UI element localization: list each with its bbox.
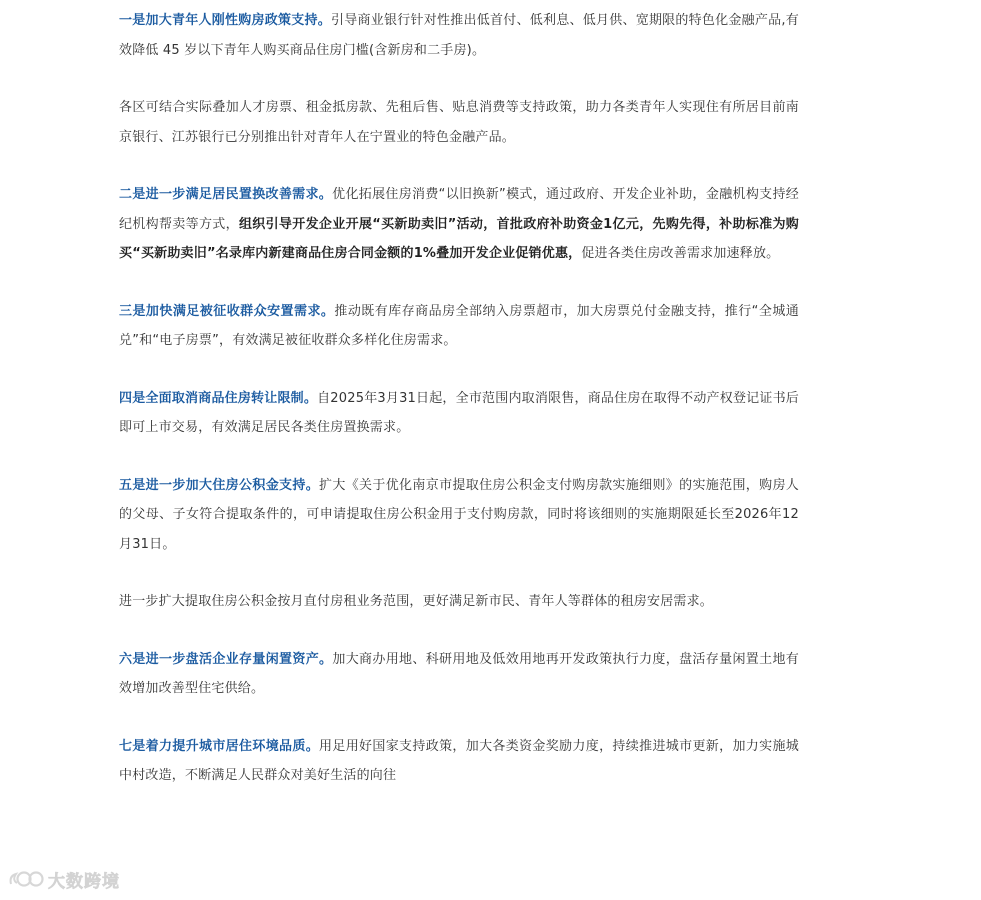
- paragraph-4: [119, 297, 799, 356]
- watermark-text: 大数跨境: [48, 871, 120, 892]
- paragraph-3: [119, 180, 799, 269]
- paragraph-lead: 四是全面取消商品住房转让限制。: [119, 390, 318, 406]
- paragraph-text: 自2025年3月31日起，全市范围内取消限售，商品住房在取得不动产权登记证书后即可上市交易，有效满足居民各类住房置换需求。: [119, 390, 799, 435]
- paragraph-text: 推动既有库存商品房全部纳入房票超市，加大房票兑付金融支持，推行“全城通兑”和“电子房票”，有效满足被征收群众多样化住房需求。: [119, 303, 799, 348]
- paragraph-7: [119, 587, 799, 617]
- article-body: [119, 6, 799, 819]
- paragraph-1: [119, 6, 799, 65]
- paragraph-8: [119, 645, 799, 704]
- paragraph-text: 扩大《关于优化南京市提取住房公积金支付购房款实施细则》的实施范围，购房人的父母、子女符合提取条件的，可申请提取住房公积金用于支付购房款，同时将该细则的实施期限延长至2026年12月31日。: [119, 477, 799, 552]
- paragraph-lead: 六是进一步盘活企业存量闲置资产。: [119, 651, 333, 667]
- paragraph-5: [119, 384, 799, 443]
- paragraph-text: 加大商办用地、科研用地及低效用地再开发政策执行力度，盘活存量闲置土地有效增加改善型住宅供给。: [119, 651, 799, 696]
- paragraph-9: [119, 732, 799, 791]
- paragraph-text: 优化拓展住房消费“以旧换新”模式，通过政府、开发企业补助，金融机构支持经纪机构帮卖等方式，: [119, 187, 799, 232]
- paragraph-text: 进一步扩大提取住房公积金按月直付房租业务范围，更好满足新市民、青年人等群体的租房安居需求。: [119, 594, 714, 609]
- paragraph-lead: 七是着力提升城市居住环境品质。: [119, 738, 320, 754]
- paragraph-2: [119, 93, 799, 152]
- paragraph-lead: 三是加快满足被征收群众安置需求。: [119, 303, 335, 319]
- paragraph-lead: 五是进一步加大住房公积金支持。: [119, 477, 320, 493]
- paragraph-text: 引导商业银行针对性推出低首付、低利息、低月供、宽期限的特色化金融产品,有效降低 45 岁以下青年人购买商品住房门槛(含新房和二手房)。: [119, 13, 800, 58]
- paragraph-text: 各区可结合实际叠加人才房票、租金抵房款、先租后售、贴息消费等支持政策，助力各类青年人实现住有所居目前南京银行、江苏银行已分别推出针对青年人在宁置业的特色金融产品。: [119, 100, 799, 145]
- watermark: [8, 866, 120, 892]
- logo-icon: [8, 868, 44, 890]
- paragraph-lead: 一是加大青年人刚性购房政策支持。: [119, 13, 331, 28]
- paragraph-lead: 二是进一步满足居民置换改善需求。: [119, 187, 333, 202]
- paragraph-emphasis: 组织引导开发企业开展“买新助卖旧”活动，首批政府补助资金1亿元，先购先得，补助标准为购买“买新助卖旧”名录库内新建商品住房合同金额的1%叠加开发企业促销优惠，: [119, 216, 800, 261]
- paragraph-text: 用足用好国家支持政策，加大各类资金奖励力度，持续推进城市更新，加力实施城中村改造，不断满足人民群众对美好生活的向往: [119, 738, 799, 783]
- paragraph-6: [119, 471, 799, 560]
- paragraph-text: 促进各类住房改善需求加速释放。: [581, 246, 780, 261]
